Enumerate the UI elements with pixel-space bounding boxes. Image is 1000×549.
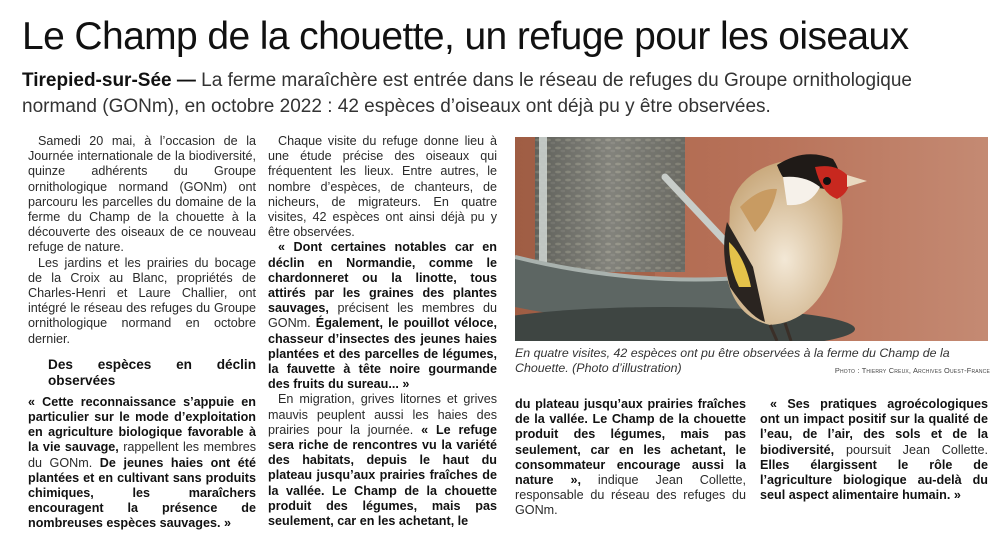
article-lede bbox=[22, 68, 982, 120]
article-photo bbox=[515, 137, 988, 341]
paragraph-3 bbox=[28, 395, 256, 532]
paragraph-7 bbox=[760, 397, 988, 503]
photo-caption: En quatre visites, 42 espèces ont pu être observées à la ferme du Champ de la Chouette. (Photo d’illustration) bbox=[515, 346, 950, 375]
text-fragment: En migration, grives litornes et grives mauvis peuplent aussi les haies des prairies pour la journée. bbox=[268, 392, 497, 437]
goldfinch-photo bbox=[515, 137, 988, 341]
text-fragment: précisent les membres du GONm. bbox=[268, 301, 497, 331]
paragraph-6 bbox=[268, 392, 497, 529]
paragraph-5 bbox=[268, 240, 497, 392]
lede-text: La ferme maraîchère est entrée dans le réseau de refuges du Groupe ornithologique normand (GONm), en octobre 2022 : 42 espèces d’oiseaux ont déjà pu y être observées. bbox=[22, 70, 912, 117]
quote-fragment: « Dont certaines notables car en déclin en Normandie, comme le chardonneret ou la linotte, tous attirés par les graines des plantes sauvages, bbox=[268, 240, 497, 316]
lede-place: Tirepied-sur-Sée — bbox=[22, 70, 196, 91]
paragraph-4: Chaque visite du refuge donne lieu à une étude précise des oiseaux qui fréquentent les lieux. Entre autres, le nombre d’espèces, de chanteurs, de nicheurs, de migrateurs. En quatre visites, 42 espèces ont ainsi déjà pu y être observées. bbox=[268, 134, 497, 240]
quote-fragment: Elles élargissent le rôle de l’agriculture biologique au-delà du seul aspect alimentaire humain. » bbox=[760, 457, 988, 503]
paragraph-1: Samedi 20 mai, à l’occasion de la Journée internationale de la biodiversité, quinze adhérents du Groupe ornithologique normand (GONm) ont parcouru les parcelles du domaine de la ferme du Champ de la chouette à la découverte des oiseaux de ce nouveau refuge de nature. bbox=[28, 134, 256, 255]
column-4 bbox=[760, 397, 988, 503]
column-1 bbox=[28, 134, 256, 532]
column-3 bbox=[515, 397, 746, 519]
quote-fragment: « Cette reconnaissance s’appuie en particulier sur le mode d’exploitation en agriculture biologique favorable à la vie sauvage, bbox=[28, 394, 256, 455]
paragraph-2: Les jardins et les prairies du bocage de la Croix au Blanc, propriétés de Charles-Henri et Laure Challier, ont intégré le réseau des refuges du Groupe ornithologique normand en octobre dernier. bbox=[28, 255, 256, 346]
quote-fragment: De jeunes haies ont été plantées et en cultivant sans produits chimiques, les maraîchers encouragent la présence de nombreuses espèces sauvages. » bbox=[28, 455, 256, 531]
text-fragment: poursuit Jean Collette. bbox=[834, 442, 988, 457]
subheading: Des espèces en déclin observées bbox=[48, 356, 256, 388]
text-fragment: rappellent les membres du GONm. bbox=[28, 440, 256, 470]
article-headline: Le Champ de la chouette, un refuge pour les oiseaux bbox=[22, 15, 909, 58]
paragraph-6-continued: du plateau jusqu’aux prairies fraîches de la vallée. Le Champ de la chouette produit des légumes, mais pas seulement, car en les achetant, le consommateur encourage aussi la nature », indique Jean Collette, responsable du réseau des refuges du GONm. bbox=[515, 397, 746, 518]
quote-fragment: « Le refuge sera riche de rencontres vu la variété des habitats, depuis le haut du plateau jusqu’aux prairies fraîches de la vallée. Le Champ de la chouette produit des légumes, mais pas seulement, car en les achetant, le bbox=[268, 422, 497, 529]
quote-fragment: « Ses pratiques agroécologiques ont un impact positif sur la qualité de l’eau, de l’air, des sols et de la biodiversité, bbox=[760, 397, 988, 457]
photo-credit: Photo : Thierry Creux, Archives Ouest-France bbox=[834, 366, 990, 375]
column-2 bbox=[268, 134, 497, 529]
quote-fragment: Également, le pouillot véloce, chasseur d’insectes des jeunes haies plantées et des parcelles de légumes, la fauvette à tête noire gourmande des fruits du sureau... » bbox=[268, 316, 497, 392]
